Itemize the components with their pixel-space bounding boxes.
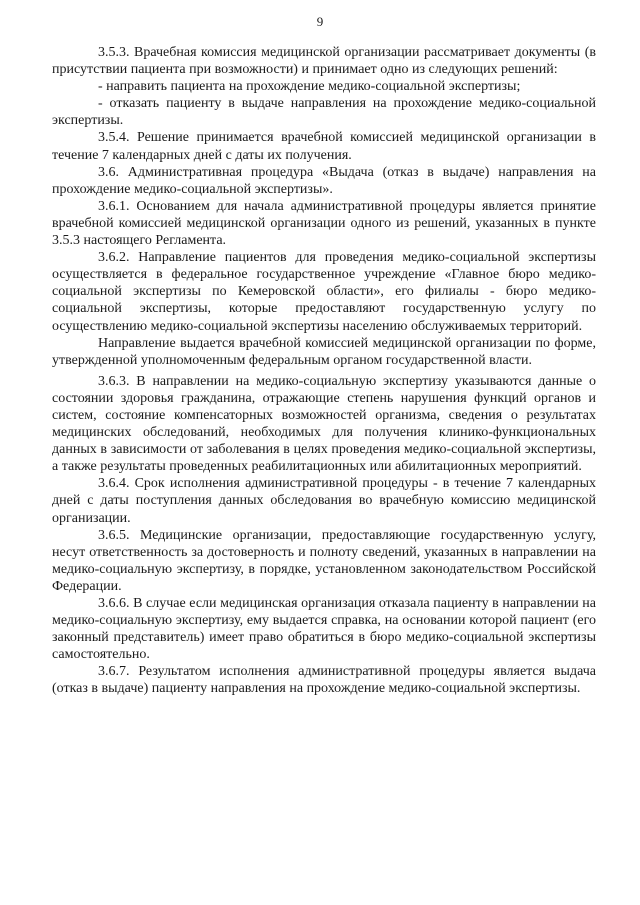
paragraph-3-6: 3.6. Административная процедура «Выдача (отказ в выдаче) направления на прохождение медико-социальной экспертизы». [52, 164, 596, 197]
page-number: 9 [316, 14, 324, 29]
paragraph-3-6-2: 3.6.2. Направление пациентов для проведения медико-социальной экспертизы осуществляется в федеральное государственное учреждение «Главное бюро медико-социальной экспертизы по Кемеровской области», его филиалы - бюро медико-социальной экспертизы, которые предоставляют государственную услугу по осуществлению медико-социальной экспертизы населению обслуживаемых территорий. [52, 250, 596, 334]
paragraph-3-5-4: 3.5.4. Решение принимается врачебной комиссией медицинской организации в течение 7 календарных дней с даты их получения. [52, 130, 596, 163]
decision-option-refuse: - отказать пациенту в выдаче направления на прохождение медико-социальной экспертизы. [52, 96, 596, 129]
paragraph-3-6-6: 3.6.6. В случае если медицинская организация отказала пациенту в направлении на медико-социальную экспертизу, ему выдается справка, на основании которой пациент (его законный представитель) имеет право обратиться в бюро медико-социальной экспертизы самостоятельно. [52, 596, 596, 663]
paragraph-3-6-4: 3.6.4. Срок исполнения административной процедуры - в течение 7 календарных дней с даты поступления данных обследования во врачебную комиссию медицинской организации. [52, 476, 596, 526]
decision-option-refer: - направить пациента на прохождение медико-социальной экспертизы; [98, 79, 521, 95]
paragraph-3-5-3: 3.5.3. Врачебная комиссия медицинской организации рассматривает документы (в присутствии пациента при возможности) и принимает одно из следующих решений: [52, 45, 596, 78]
paragraph-3-6-5: 3.6.5. Медицинские организации, предоставляющие государственную услугу, несут ответственность за достоверность и полноту сведений, указанных в направлении на медико-социальную экспертизу, в порядке, установленном законодательством Российской Федерации. [52, 527, 596, 594]
document-body [52, 44, 596, 698]
paragraph-referral-form: Направление выдается врачебной комиссией медицинской организации по форме, утвержденной уполномоченным федеральным органом государственной власти. [52, 335, 596, 368]
paragraph-3-6-7: 3.6.7. Результатом исполнения административной процедуры является выдача (отказ в выдаче) пациенту направления на прохождение медико-социальной экспертизы. [52, 664, 596, 697]
paragraph-3-6-1: 3.6.1. Основанием для начала административной процедуры является принятие врачебной комиссией медицинской организации одного из решений, указанных в пункте 3.5.3 настоящего Регламента. [52, 198, 596, 249]
paragraph-3-6-3: 3.6.3. В направлении на медико-социальную экспертизу указываются данные о состоянии здоровья гражданина, отражающие степень нарушения функций органов и систем, состояние компенсаторных возможностей организма, сведения о результатах медицинских обследований, необходимых для получения клинико-функциональных данных в зависимости от заболевания в целях проведения медико-социальной экспертизы, а также результаты проведенных реабилитационных или абилитационных мероприятий. [52, 373, 596, 475]
